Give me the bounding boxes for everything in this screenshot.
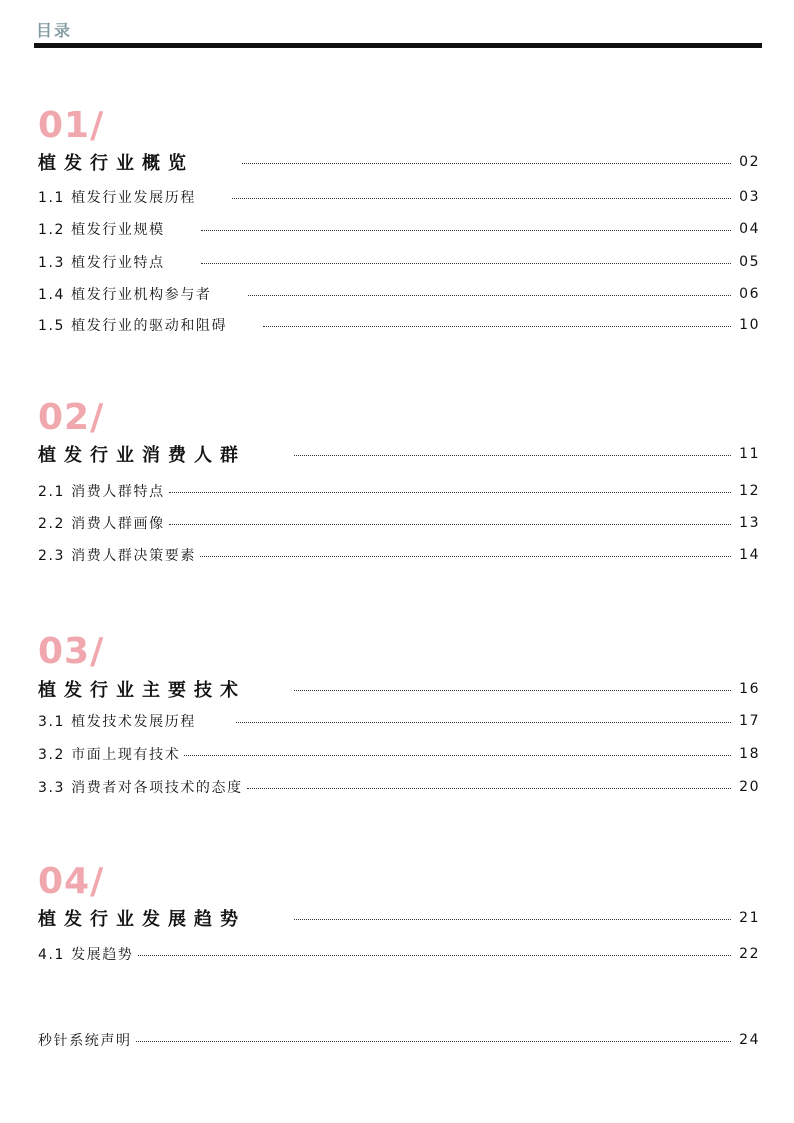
toc-entry-label: 2.3 消费人群决策要素 [38,548,196,564]
toc-entry[interactable] [38,250,760,274]
toc-entry[interactable] [38,543,760,567]
toc-entry[interactable] [38,942,760,966]
toc-entry-label: 3.3 消费者对各项技术的态度 [38,780,243,796]
toc-page-number: 22 [739,946,760,962]
toc-heading-label: 植发行业消费人群 [38,445,246,466]
toc-page-number: 03 [739,189,760,205]
dot-leader [294,455,731,456]
page-header-title: 目录 [36,21,73,40]
dot-leader [232,198,731,199]
toc-entry[interactable] [38,313,760,337]
toc-page-number: 16 [739,681,760,697]
toc-page-number: 11 [739,446,760,462]
dot-leader [169,492,731,493]
toc-entry-label: 3.2 市面上现有技术 [38,747,181,763]
toc-heading-label: 植发行业概览 [38,153,194,174]
toc-entry-label: 4.1 发展趋势 [38,947,134,963]
toc-entry[interactable] [38,742,760,766]
toc-section-heading[interactable] [38,906,760,930]
section-number: 02/ [38,397,105,438]
dot-leader [200,556,731,557]
toc-page-number: 24 [739,1032,760,1048]
toc-section-heading[interactable] [38,442,760,466]
section-number: 03/ [38,631,105,672]
toc-entry[interactable] [38,185,760,209]
toc-entry[interactable] [38,479,760,503]
toc-page-number: 04 [739,221,760,237]
dot-leader [136,1041,732,1042]
toc-page-number: 18 [739,746,760,762]
toc-heading-label: 植发行业发展趋势 [38,909,246,930]
section-number: 04/ [38,861,105,902]
toc-page-number: 17 [739,713,760,729]
dot-leader [247,788,731,789]
toc-page-number: 21 [739,910,760,926]
toc-entry[interactable] [38,282,760,306]
dot-leader [138,955,732,956]
toc-page-number: 02 [739,154,760,170]
header-rule [34,43,762,48]
toc-entry-label: 1.5 植发行业的驱动和阻碍 [38,318,228,334]
toc-section-heading[interactable] [38,150,760,174]
toc-heading-label: 植发行业主要技术 [38,680,246,701]
toc-entry-label: 1.2 植发行业规模 [38,222,165,238]
toc-entry-label: 3.1 植发技术发展历程 [38,714,196,730]
toc-entry-label: 1.3 植发行业特点 [38,255,165,271]
toc-page-number: 10 [739,317,760,333]
dot-leader [294,919,731,920]
toc-page-number: 12 [739,483,760,499]
dot-leader [263,326,731,327]
section-number: 01/ [38,105,105,146]
toc-entry-label: 2.1 消费人群特点 [38,484,165,500]
dot-leader [236,722,731,723]
toc-entry-label: 1.1 植发行业发展历程 [38,190,196,206]
dot-leader [201,263,731,264]
toc-page-number: 05 [739,254,760,270]
toc-page-number: 20 [739,779,760,795]
toc-entry-label: 2.2 消费人群画像 [38,516,165,532]
toc-entry[interactable] [38,709,760,733]
dot-leader [248,295,732,296]
toc-page-number: 13 [739,515,760,531]
dot-leader [294,690,731,691]
toc-page-number: 14 [739,547,760,563]
toc-entry[interactable] [38,511,760,535]
toc-section-heading[interactable] [38,677,760,701]
toc-entry[interactable] [38,775,760,799]
dot-leader [169,524,731,525]
toc-entry-label: 1.4 植发行业机构参与者 [38,287,212,303]
toc-entry[interactable] [38,217,760,241]
dot-leader [184,755,731,756]
toc-disclaimer-entry[interactable] [38,1028,760,1052]
dot-leader [201,230,731,231]
toc-entry-label: 秒针系统声明 [38,1033,132,1049]
toc-page-number: 06 [739,286,760,302]
dot-leader [242,163,731,164]
